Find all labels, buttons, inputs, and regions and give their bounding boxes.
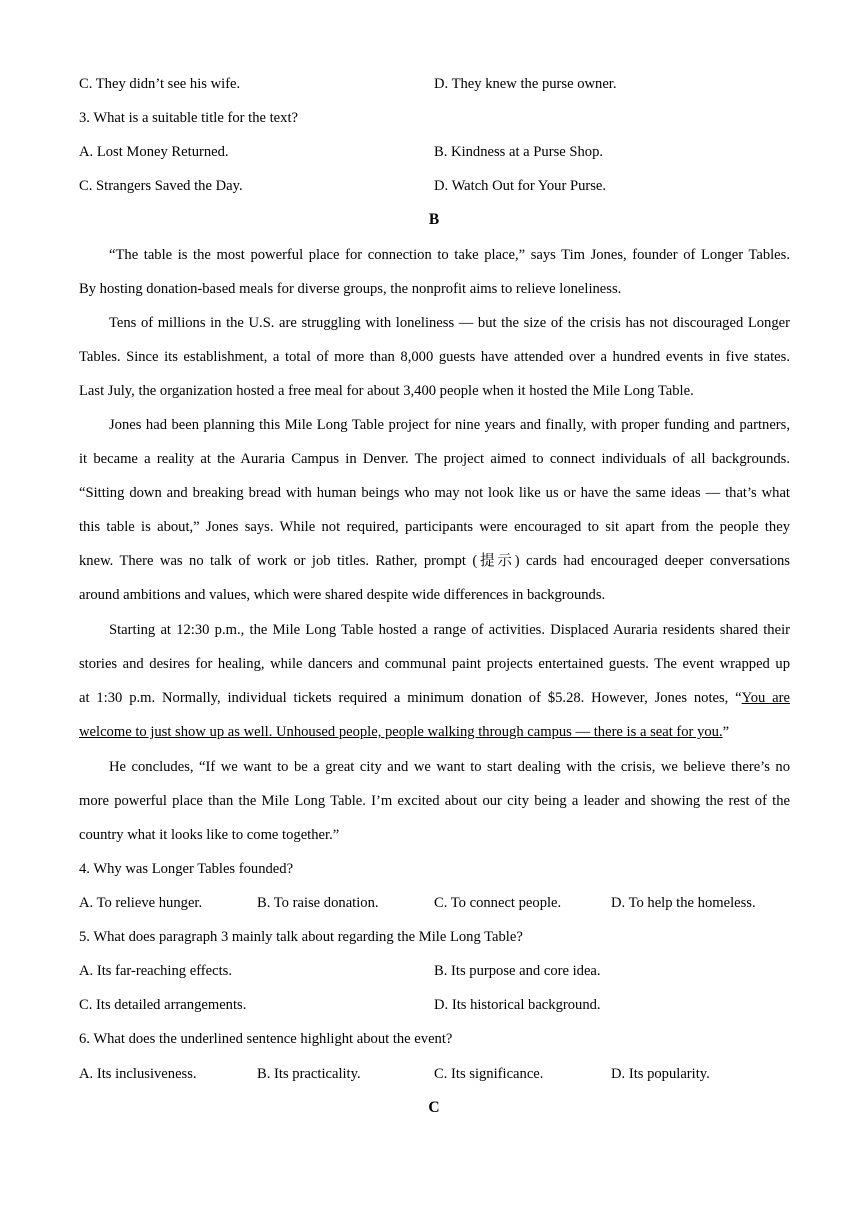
paragraph-3-line-2: it became a reality at the Auraria Campus in Denver. The project aimed to connect individuals of all backgrounds. — [79, 451, 790, 467]
q2-option-d: D. They knew the purse owner. — [434, 76, 617, 92]
q4-option-a: A. To relieve hunger. — [79, 895, 203, 911]
paragraph-4-line-3-text: at 1:30 p.m. Normally, individual tickets required a minimum donation of $5.28. However, Jones notes, “ — [79, 690, 742, 706]
underlined-sentence-start: You are — [741, 690, 790, 706]
paragraph-2-line-1: Tens of millions in the U.S. are struggling with loneliness — but the size of the crisis has not discouraged Longer — [109, 315, 790, 331]
q6-question: 6. What does the underlined sentence highlight about the event? — [79, 1031, 453, 1047]
paragraph-4-line-1: Starting at 12:30 p.m., the Mile Long Table hosted a range of activities. Displaced Auraria residents shared their — [109, 622, 790, 638]
paragraph-2-line-3: Last July, the organization hosted a free meal for about 3,400 people when it hosted the Mile Long Table. — [79, 383, 694, 399]
paragraph-3-line-3: “Sitting down and breaking bread with human beings who may not look like us or have the same ideas — that’s what — [79, 485, 790, 501]
paragraph-5-line-1: He concludes, “If we want to be a great city and we want to start dealing with the crisis, we believe there’s no — [109, 759, 790, 775]
q5-option-b: B. Its purpose and core idea. — [434, 963, 601, 979]
q2-option-c: C. They didn’t see his wife. — [79, 76, 241, 92]
q4-option-d: D. To help the homeless. — [611, 895, 756, 911]
paragraph-3-line-4: this table is about,” Jones says. While not required, participants were encouraged to sit apart from the people they — [79, 519, 790, 535]
section-c-heading: C — [428, 1099, 440, 1116]
q6-option-c: C. Its significance. — [434, 1066, 544, 1082]
paragraph-2-line-2: Tables. Since its establishment, a total of more than 8,000 guests have attended over a hundred events in five states. — [79, 349, 790, 365]
q5-question: 5. What does paragraph 3 mainly talk about regarding the Mile Long Table? — [79, 929, 523, 945]
paragraph-4-line-2: stories and desires for healing, while dancers and communal paint projects entertained guests. The event wrapped up — [79, 656, 790, 672]
paragraph-5-line-3: country what it looks like to come together.” — [79, 827, 340, 843]
paragraph-4-line-3 — [79, 688, 790, 708]
paragraph-3-line-5: knew. There was no talk of work or job titles. Rather, prompt (提示) cards had encouraged deeper conversations — [79, 553, 790, 569]
paragraph-1-line-2: By hosting donation-based meals for diverse groups, the nonprofit aims to relieve loneliness. — [79, 281, 622, 297]
q3-option-a: A. Lost Money Returned. — [79, 144, 229, 160]
section-b-heading: B — [428, 211, 440, 228]
closing-quote: ” — [722, 724, 730, 740]
paragraph-5-line-2: more powerful place than the Mile Long Table. I’m excited about our city being a leader and showing the rest of the — [79, 793, 790, 809]
paragraph-1-line-1: “The table is the most powerful place for connection to take place,” says Tim Jones, founder of Longer Tables. — [109, 247, 790, 263]
q6-option-a: A. Its inclusiveness. — [79, 1066, 197, 1082]
paragraph-3-line-1: Jones had been planning this Mile Long Table project for nine years and finally, with proper funding and partners, — [109, 417, 790, 433]
q5-option-a: A. Its far-reaching effects. — [79, 963, 232, 979]
q4-question: 4. Why was Longer Tables founded? — [79, 861, 294, 877]
paragraph-3-line-6: around ambitions and values, which were shared despite wide differences in backgrounds. — [79, 587, 606, 603]
q3-question: 3. What is a suitable title for the text? — [79, 110, 298, 126]
q6-option-d: D. Its popularity. — [611, 1066, 710, 1082]
q3-option-c: C. Strangers Saved the Day. — [79, 178, 243, 194]
q3-option-b: B. Kindness at a Purse Shop. — [434, 144, 604, 160]
underlined-sentence-end: welcome to just show up as well. Unhoused people, people walking through campus — there is a seat for you. — [79, 724, 723, 740]
q6-option-b: B. Its practicality. — [257, 1066, 361, 1082]
q4-option-c: C. To connect people. — [434, 895, 562, 911]
q3-option-d: D. Watch Out for Your Purse. — [434, 178, 607, 194]
q4-option-b: B. To raise donation. — [257, 895, 379, 911]
q5-option-d: D. Its historical background. — [434, 997, 601, 1013]
q5-option-c: C. Its detailed arrangements. — [79, 997, 247, 1013]
paragraph-4-line-4 — [79, 722, 790, 742]
